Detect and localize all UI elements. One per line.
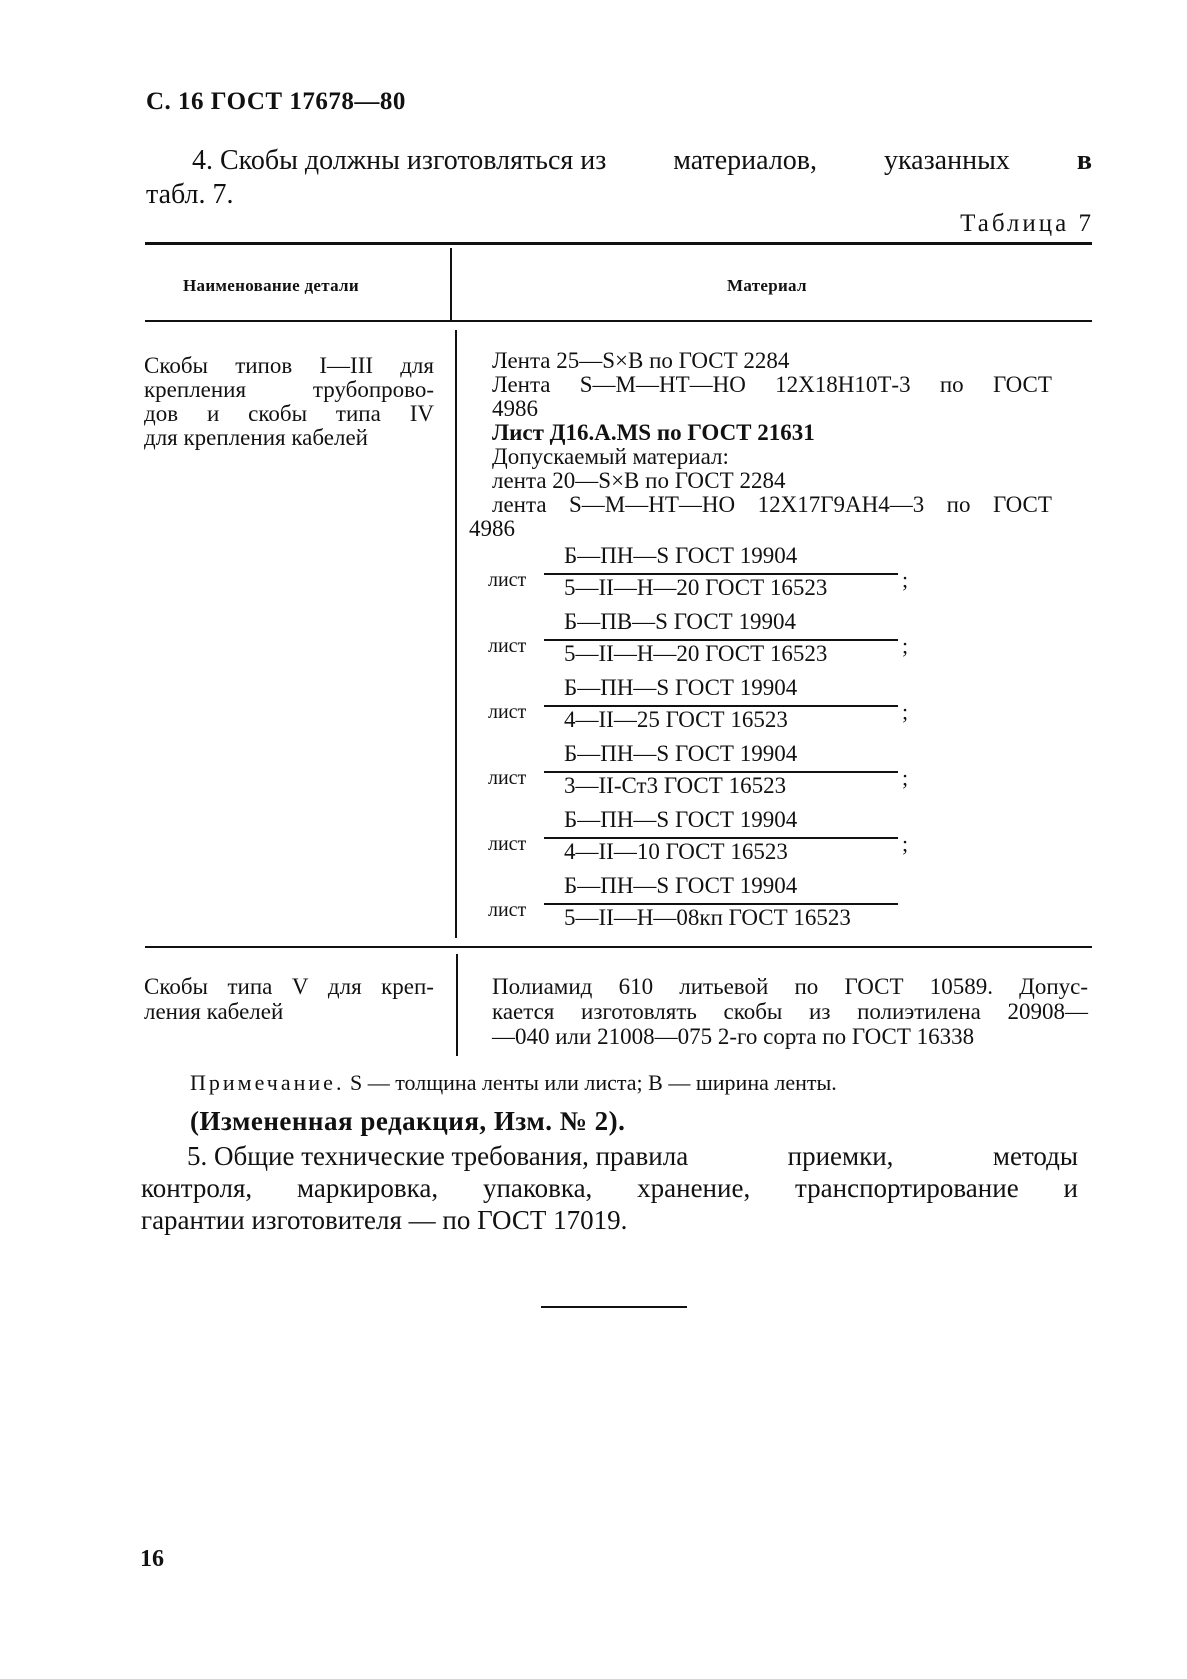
material-line: Лист Д16.А.MS по ГОСТ 21631 bbox=[492, 420, 815, 445]
fraction-numerator: Б—ПН—S ГОСТ 19904 bbox=[564, 873, 798, 898]
fraction-suffix: ; bbox=[902, 633, 909, 658]
material-line: лента 20—S×B по ГОСТ 2284 bbox=[492, 468, 786, 493]
sheet-fraction bbox=[488, 873, 958, 935]
fraction-word: лист bbox=[488, 767, 527, 789]
fraction-suffix: ; bbox=[902, 831, 909, 856]
end-rule bbox=[541, 1306, 687, 1308]
fraction-numerator: Б—ПН—S ГОСТ 19904 bbox=[564, 807, 798, 832]
material-line: 4986 bbox=[469, 516, 515, 541]
row-2-part-name: Скобы типа V для креп- ления кабелей bbox=[144, 974, 434, 1024]
material-line: Допускаемый материал: bbox=[492, 444, 729, 469]
fraction-suffix: ; bbox=[902, 567, 909, 592]
fraction-numerator: Б—ПН—S ГОСТ 19904 bbox=[564, 741, 798, 766]
fraction-word: лист bbox=[488, 701, 527, 723]
fraction-suffix: ; bbox=[902, 765, 909, 790]
table-top-rule bbox=[145, 242, 1092, 245]
note-label: Примечание. bbox=[190, 1070, 345, 1095]
note-text: S — толщина ленты или листа; B — ширина ленты. bbox=[349, 1070, 837, 1095]
material-line: лента S—M—HT—HO 12Х17Г9АН4—3 по ГОСТ bbox=[492, 492, 1052, 517]
column-header-material: Материал bbox=[727, 276, 807, 295]
row-2-material: Полиамид 610 литьевой по ГОСТ 10589. Допус- кается изготовлять скобы из полиэтилена 20908— —040 или 21008—075 2-го сорта по ГОСТ 16338 bbox=[492, 974, 1088, 1049]
fraction-numerator: Б—ПВ—S ГОСТ 19904 bbox=[564, 609, 796, 634]
running-header: С. 16 ГОСТ 17678—80 bbox=[146, 88, 406, 115]
fraction-denominator: 3—II-Ст3 ГОСТ 16523 bbox=[564, 773, 787, 798]
paragraph-4-line-2: табл. 7. bbox=[146, 179, 234, 210]
paragraph-4-word: в bbox=[1076, 145, 1092, 176]
header-bottom-rule bbox=[145, 320, 1092, 322]
paragraph-4-word: указанных bbox=[884, 145, 1010, 176]
fraction-denominator: 5—II—Н—08кп ГОСТ 16523 bbox=[564, 905, 851, 930]
paragraph-5 bbox=[141, 1140, 1078, 1236]
paragraph-5-line-3: гарантии изготовителя — по ГОСТ 17019. bbox=[141, 1205, 628, 1235]
fraction-denominator: 5—II—Н—20 ГОСТ 16523 bbox=[564, 575, 828, 600]
sheet-fraction bbox=[488, 609, 958, 671]
paragraph-4-line-1 bbox=[146, 144, 1092, 178]
column-header-part: Наименование детали bbox=[183, 276, 359, 295]
sheet-fraction bbox=[488, 807, 958, 869]
material-line: 4986 bbox=[492, 396, 538, 421]
paragraph-5-line-2: контроля, маркировка, упаковка, хранение, транспортирование и bbox=[141, 1173, 1078, 1203]
fraction-denominator: 4—II—10 ГОСТ 16523 bbox=[564, 839, 788, 864]
row-separator-rule bbox=[145, 946, 1092, 948]
material-line: Лента S—M—HT—HO 12Х18Н10Т-3 по ГОСТ bbox=[492, 372, 1052, 397]
fraction-suffix: ; bbox=[902, 699, 909, 724]
column-divider bbox=[455, 330, 457, 938]
fraction-numerator: Б—ПН—S ГОСТ 19904 bbox=[564, 675, 798, 700]
fraction-denominator: 5—II—Н—20 ГОСТ 16523 bbox=[564, 641, 828, 666]
sheet-fraction bbox=[488, 741, 958, 803]
amendment-note: (Измененная редакция, Изм. № 2). bbox=[190, 1106, 626, 1136]
table-note bbox=[190, 1070, 837, 1096]
row-1-part-name: Скобы типов I—III для крепления трубопрово- дов и скобы типа IV для крепления кабелей bbox=[144, 353, 434, 450]
material-line: Лента 25—S×B по ГОСТ 2284 bbox=[492, 348, 790, 373]
column-divider bbox=[456, 954, 458, 1056]
fraction-word: лист bbox=[488, 569, 527, 591]
fraction-denominator: 4—II—25 ГОСТ 16523 bbox=[564, 707, 788, 732]
paragraph-4-word: материалов, bbox=[673, 145, 818, 176]
fraction-word: лист bbox=[488, 833, 527, 855]
table-caption: Таблица 7 bbox=[960, 210, 1094, 237]
paragraph-5-line-1: 5. Общие технические требования, правила приемки, методы bbox=[187, 1141, 1078, 1171]
sheet-fraction bbox=[488, 543, 958, 605]
sheet-fraction bbox=[488, 675, 958, 737]
column-divider bbox=[450, 248, 452, 320]
page-number: 16 bbox=[140, 1546, 164, 1572]
fraction-word: лист bbox=[488, 635, 527, 657]
paragraph-4-word: 4. Скобы должны изготовляться из bbox=[192, 145, 607, 176]
paragraph-4 bbox=[146, 144, 1092, 212]
fraction-word: лист bbox=[488, 899, 527, 921]
fraction-numerator: Б—ПН—S ГОСТ 19904 bbox=[564, 543, 798, 568]
